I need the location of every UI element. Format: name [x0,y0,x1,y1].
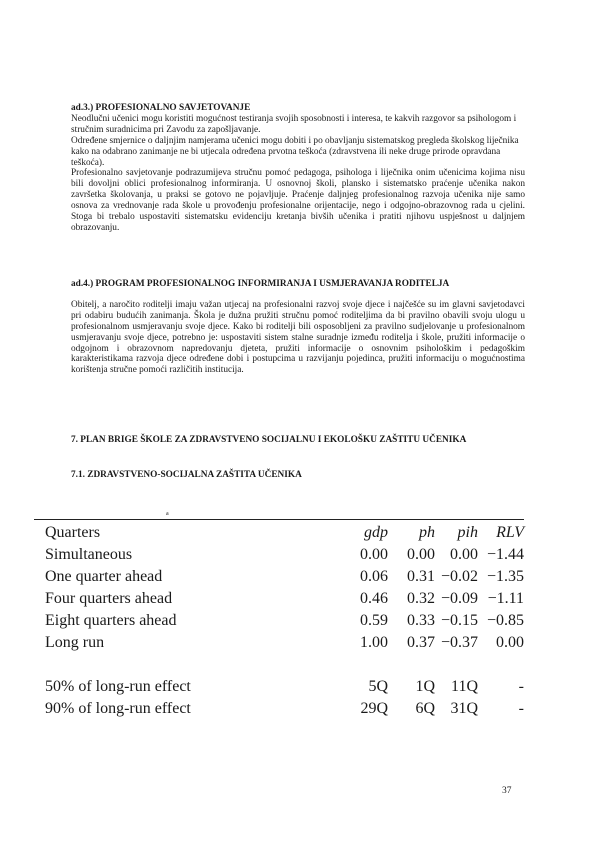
section-7-1 [71,470,525,481]
cell-pih: −0.15 [440,612,478,629]
spacer [71,290,525,300]
cell-pih: −0.02 [440,568,478,585]
section-4 [71,279,525,376]
section-3-para-2: Određene smjernice o daljnjim namjerama učenici mogu dobiti i po obavljanju sistematskog pregleda školskog liječnika kako na odabrano zanimanje ne bi utjecala određena prvotna teškoća (zdravstvena ili neke druge prirode opravdana teškoća). [71,135,519,168]
table-top-rule [34,519,524,520]
header-gdp: gdp [364,524,388,541]
row-label: One quarter ahead [45,568,163,585]
cell-rlv: −1.11 [487,590,524,607]
cell-pih: −0.09 [440,590,478,607]
cell-ph: 0.37 [407,634,435,651]
cell-ph: 0.00 [407,546,435,563]
cell-gdp: 29Q [360,700,388,717]
table-summary-row [34,698,524,720]
row-label: 50% of long-run effect [45,678,191,695]
cell-gdp: 5Q [368,678,388,695]
header-rlv: RLV [496,524,524,541]
cell-ph: 0.32 [407,590,435,607]
table-summary-row [34,676,524,698]
cell-gdp: 1.00 [360,634,388,651]
section-4-title: ad.4.) PROGRAM PROFESIONALNOG INFORMIRANJA I USMJERAVANJA RODITELJA [71,279,450,289]
cell-pih: −0.37 [440,634,478,651]
cell-rlv: −1.44 [486,546,524,563]
cell-ph: 0.33 [407,612,435,629]
results-table [34,519,524,720]
section-7-1-title: 7.1. ZDRAVSTVENO-SOCIJALNA ZAŠTITA UČENIKA [71,470,302,480]
table-gap [34,654,524,676]
page-number: 37 [502,786,512,796]
section-4-para-1: Obitelj, a naročito roditelji imaju važan utjecaj na profesionalni razvoj svoje djece i najčešće su im glavni savjetodavci pri odabiru budućih zanimanja. Škola je dužna pružiti stručnu pomoć roditeljima da bi pravilno obavili svoju ulogu u profesionalnom usmjeravanju svoje djece. Kako bi roditelji bili osposobljeni za pravilno sudjelovanje u profesionalnom usmjeravanju svoje djece, potrebno je: uspostaviti sistem stalne suradnje između roditelja i škole, pružiti informacije o odgojnom i obrazovnom napredovanju djeteta, pružiti informacije o osnovnim psihološkim i pedagoškim karakteristikama razvoja djece određene dobi i postupcima u razvijanju pojedinca, pružiti informaciju o mogućnostima korištenja stručne pomoći različitih institucija. [71,299,525,376]
section-3-title: ad.3.) PROFESIONALNO SAVJETOVANJE [71,103,251,113]
cell-rlv: −0.85 [486,612,524,629]
cell-ph: 6Q [415,700,435,717]
cell-ph: 1Q [415,678,435,695]
table-row [34,632,524,654]
header-pih: pih [457,524,478,541]
table-row [34,610,524,632]
table-header-row [34,522,524,544]
cell-pih: 31Q [450,700,478,717]
row-label: Eight quarters ahead [45,612,177,629]
header-quarters: Quarters [45,524,101,541]
cell-gdp: 0.00 [360,546,388,563]
cell-ph: 0.31 [407,568,435,585]
row-label: Four quarters ahead [45,590,173,607]
cell-gdp: 0.46 [360,590,388,607]
row-label: Simultaneous [45,546,133,563]
cell-rlv: - [518,700,524,717]
table-row [34,588,524,610]
header-ph: ph [419,524,435,541]
cell-rlv: −1.35 [486,568,524,585]
row-label: Long run [45,634,105,651]
cell-rlv: 0.00 [496,634,524,651]
table-row [34,544,524,566]
stray-mark: a [166,511,169,517]
section-7 [71,435,525,446]
table-row [34,566,524,588]
cell-rlv: - [518,678,524,695]
cell-pih: 0.00 [450,546,478,563]
section-3-para-1: Neodlučni učenici mogu koristiti mogućnost testiranja svojih sposobnosti i interesa, te kakvih razgovor sa psihologom i stručnim suradnicima pri Zavodu za zapošljavanje. [71,113,517,135]
cell-gdp: 0.59 [360,612,388,629]
section-7-title: 7. PLAN BRIGE ŠKOLE ZA ZDRAVSTVENO SOCIJALNU I EKOLOŠKU ZAŠTITU UČENIKA [71,435,467,445]
cell-gdp: 0.06 [360,568,388,585]
cell-pih: 11Q [451,678,478,695]
section-3 [71,103,525,234]
section-3-para-3: Profesionalno savjetovanje podrazumijeva stručnu pomoć pedagoga, psihologa i liječnika onim učenicima kojima nisu bili dovoljni oblici profesionalnog informiranja. U osnovnoj školi, plansko i sistematsko praćenje učenika nakon završetka školovanja, u praksi se gotovo ne pojavljuje. Praćenje daljnjeg profesionalnog razvoja učenika nije samo osnova za vrednovanje rada škole u provođenju profesionalne orijentacije, nego i odgojno-obrazovnog rada u cjelini. Stoga bi trebalo uspostaviti sistematsku evidenciju kretanja bivših učenika i pratiti njihovu uspješnost u daljnjem obrazovanju. [71,168,525,233]
row-label: 90% of long-run effect [45,700,191,717]
